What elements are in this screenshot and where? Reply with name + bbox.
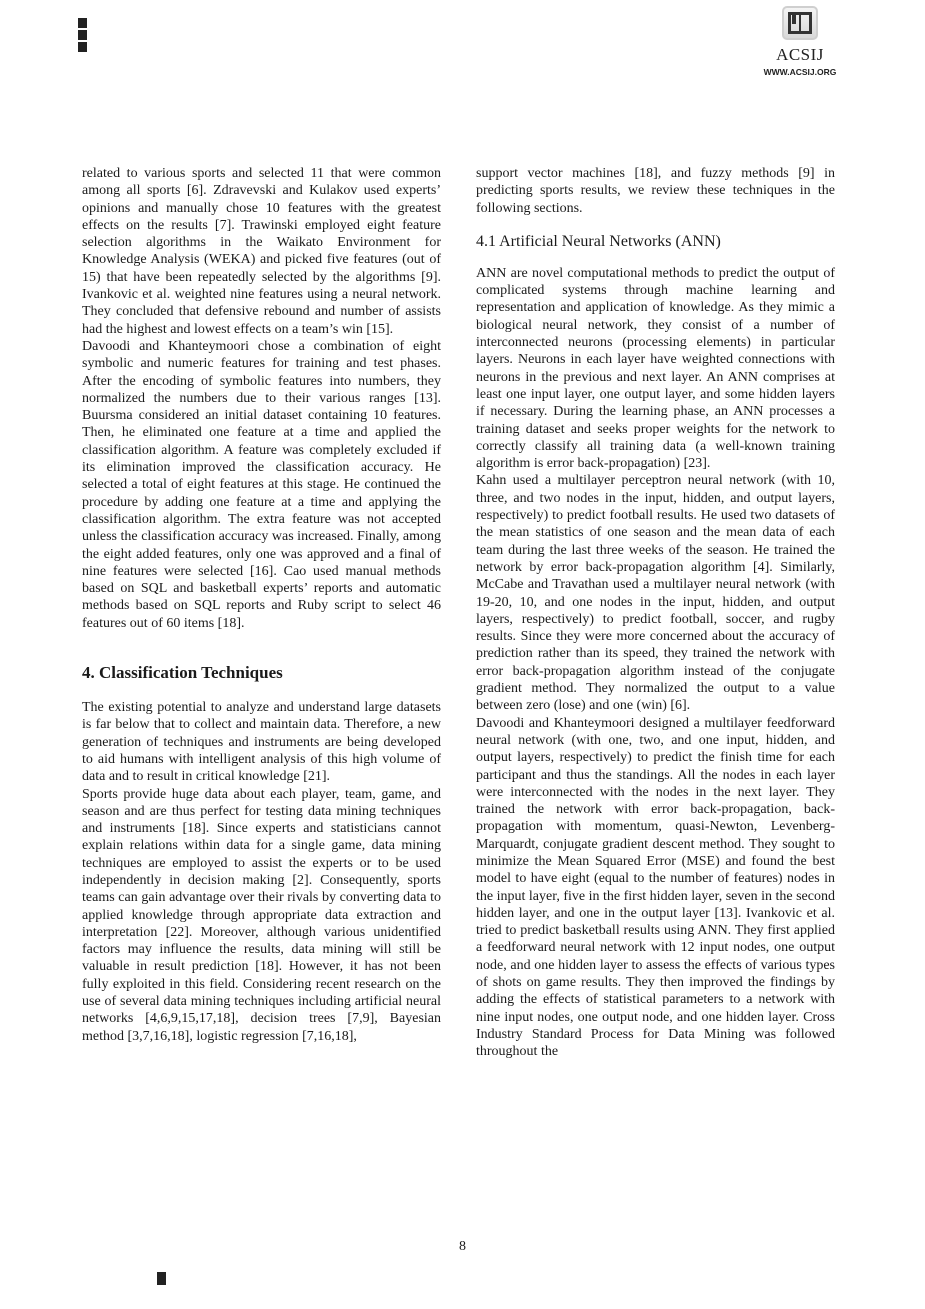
open-book-icon [782, 6, 818, 40]
paragraph: related to various sports and selected 11 that were common among all sports [6]. Zdravevski and Kulakov used experts’ opinions and manually chose 10 features with the greatest effects on the results [7]. Trawinski employed eight feature selection algorithms in the Waikato Environment for Knowledge Analysis (WEKA) and picked five features (out of 15) that have been repeatedly selected by the algorithms [9]. Ivankovic et al. weighted nine features using a neural network. They concluded that defensive rebound and number of assists had the highest and lowest effects on a team’s win [15]. [82, 166, 441, 337]
paragraph: support vector machines [18], and fuzzy methods [9] in predicting sports results, we review these techniques in the following sections. [476, 166, 835, 216]
journal-logo-title: ACSIJ [776, 45, 824, 64]
left-column [82, 165, 441, 1045]
journal-logo [752, 6, 848, 77]
scan-artifact-mark [78, 18, 89, 52]
journal-url: WWW.ACSIJ.ORG [763, 67, 837, 77]
subsection-heading: 4.1 Artificial Neural Networks (ANN) [476, 232, 721, 250]
scan-artifact-mark [157, 1272, 166, 1285]
right-column [476, 165, 835, 1061]
page-number: 8 [459, 1239, 466, 1254]
paragraph: Davoodi and Khanteymoori designed a multilayer feedforward neural network (with one, two, and one input, hidden, and output layers, respectively) to predict the finish time for each participant and thus the standings. All the nodes in each layer were interconnected with the nodes in the next layer. They trained the network with error back-propagation, back-propagation with momentum, quasi-Newton, Levenberg-Marquardt, conjugate gradient descent method. They sought to minimize the Mean Squared Error (MSE) and found the best model to have eight (equal to the number of features) nodes in the input layer, five in the first hidden layer, seven in the second hidden layer, and one in the output layer [13]. Ivankovic et al. tried to predict basketball results using ANN. They first applied a feedforward neural network with 12 input nodes, one output node, and one hidden layer to assess the effects of various types of shots on game results. They then improved the findings by adding the effects of statistical parameters to a network with nine input nodes, one output node, and one hidden layer. Cross Industry Standard Process for Data Mining was followed throughout the [476, 715, 835, 1060]
paragraph: Sports provide huge data about each player, team, game, and season and are thus perfect for testing data mining techniques and instruments [18]. Since experts and statisticians cannot explain relations within data for a single game, data mining techniques are employed to assist the experts or to be used independently in decision making [2]. Consequently, sports teams can gain advantage over their rivals by converting data to applied knowledge through appropriate data extraction and interpretation [22]. Moreover, although various unidentified factors may influence the results, data mining will still be valuable in result prediction [18]. However, it has not been fully exploited in this field. Considering recent research on the use of several data mining techniques including artificial neural networks [4,6,9,15,17,18], decision trees [7,9], Bayesian method [3,7,16,18], logistic regression [7,16,18], [82, 786, 441, 1044]
paragraph: The existing potential to analyze and understand large datasets is far below that to collect and maintain data. Therefore, a new generation of techniques and instruments are being developed to aid humans with intelligent analysis of this high volume of data and to result in critical knowledge [21]. [82, 700, 441, 785]
paragraph: ANN are novel computational methods to predict the output of complicated systems through machine learning and representation and application of knowledge. As they mimic a biological neural network, they consist of a number of interconnected neurons (processing elements) in particular layers. Neurons in each layer have weighted connections with neurons in the previous and next layer. An ANN comprises at least one input layer, one output layer, and some hidden layers if necessary. During the learning phase, an ANN processes a training dataset and seeks proper weights for the network to correctly classify all training data (a well-known training algorithm is error back-propagation) [23]. [476, 265, 835, 472]
paragraph: Kahn used a multilayer perceptron neural network (with 10, three, and two nodes in the input, hidden, and output layers, respectively) to predict football results. He used two datasets of the mean statistics of one season and the mean data of each team during the last three weeks of the season. He trained the network by error back-propagation algorithm [4]. Similarly, McCabe and Travathan used a multilayer neural network (with 19-20, 10, and one nodes in the input, hidden, and output layers, respectively) to predict football, soccer, and rugby results. Since they were more concerned about the accuracy of prediction rather than its speed, they trained the network with error back-propagation algorithm instead of the conjugate gradient method. They normalized the output to a value between zero (lose) and one (win) [6]. [476, 473, 835, 714]
section-heading: 4. Classification Techniques [82, 663, 283, 683]
paragraph: Davoodi and Khanteymoori chose a combination of eight symbolic and numeric features for training and test phases. After the encoding of symbolic features into numbers, they normalized the numbers due to their various ranges [13]. Buursma considered an initial dataset containing 10 features. Then, he eliminated one feature at a time and applied the classification algorithm. A feature was completely excluded if its elimination improved the classification accuracy. He selected a total of eight features at this stage. He continued the procedure by adding one feature at a time and applying the classification algorithm. The extra feature was not accepted unless the classification accuracy was increased. Finally, among the eight added features, only one was approved and a final of nine features were selected [16]. Cao used manual methods based on SQL and basketball experts’ reports and automatic methods based on SQL reports and Ruby script to select 46 features out of 60 items [18]. [82, 338, 441, 631]
